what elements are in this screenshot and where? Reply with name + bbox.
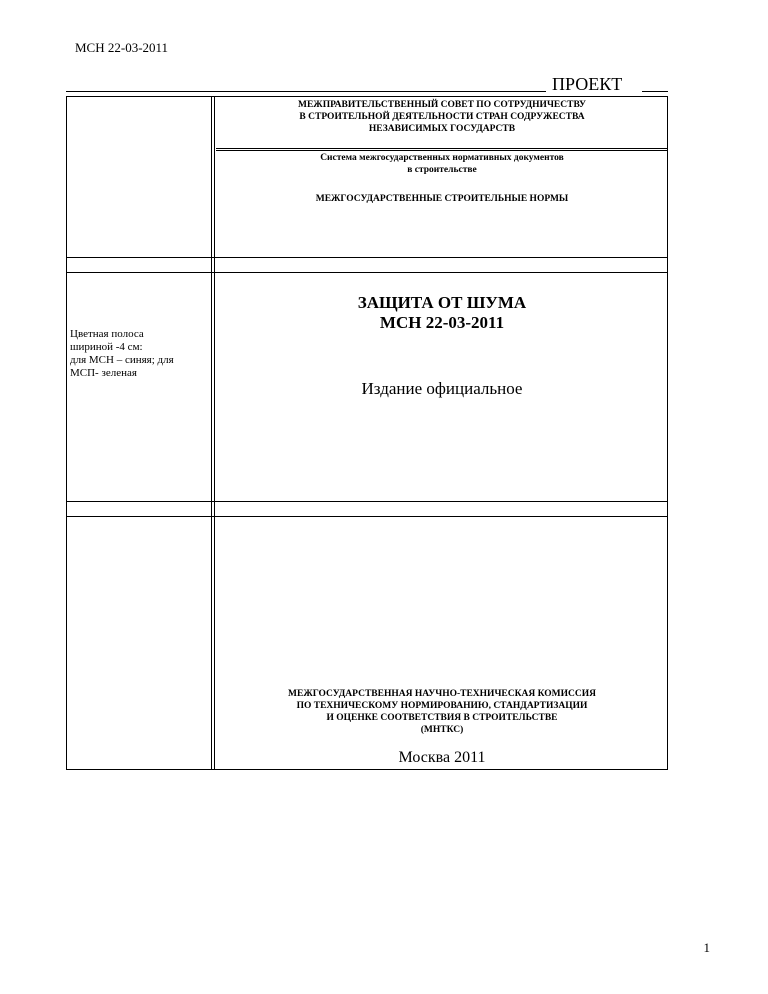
column-divider xyxy=(211,97,212,769)
running-header: МСН 22-03-2011 xyxy=(75,40,169,55)
row-divider-1 xyxy=(67,257,667,258)
system-heading xyxy=(217,152,667,176)
council-line-1: МЕЖПРАВИТЕЛЬСТВЕННЫЙ СОВЕТ ПО СОТРУДНИЧЕСТВУ xyxy=(298,100,586,110)
commission-heading xyxy=(217,688,667,736)
edition-label: Издание официальное xyxy=(361,379,523,398)
commission-line-3: И ОЦЕНКЕ СООТВЕТСТВИЯ В СТРОИТЕЛЬСТВЕ xyxy=(326,713,558,723)
page-number: 1 xyxy=(703,940,710,955)
cover-table xyxy=(66,96,668,770)
city-year: Москва 2011 xyxy=(398,749,486,766)
council-line-2: В СТРОИТЕЛЬНОЙ ДЕЯТЕЛЬНОСТИ СТРАН СОДРУЖЕСТВА xyxy=(299,112,585,122)
norms-heading: МЕЖГОСУДАРСТВЕННЫЕ СТРОИТЕЛЬНЫЕ НОРМЫ xyxy=(315,194,569,204)
side-note-line-1: Цветная полоса xyxy=(70,328,144,340)
commission-line-1: МЕЖГОСУДАРСТВЕННАЯ НАУЧНО-ТЕХНИЧЕСКАЯ КОМИССИЯ xyxy=(288,689,596,699)
draft-stamp xyxy=(66,74,668,96)
row-divider-4 xyxy=(67,516,667,517)
side-note-line-2: шириной -4 см: xyxy=(70,341,143,353)
row-divider-2 xyxy=(67,272,667,273)
row-divider-council-inner xyxy=(216,150,667,151)
system-line-2: в строительстве xyxy=(407,165,477,175)
row-divider-3 xyxy=(67,501,667,502)
council-line-3: НЕЗАВИСИМЫХ ГОСУДАРСТВ xyxy=(368,124,516,134)
draft-rule-right xyxy=(642,91,668,92)
title-code: МСН 22-03-2011 xyxy=(379,313,505,332)
row-divider-council xyxy=(216,148,667,149)
color-stripe-note xyxy=(70,328,210,380)
side-note-line-4: МСП- зеленая xyxy=(70,367,137,379)
draft-rule-left xyxy=(66,91,546,92)
document-title xyxy=(217,293,667,333)
draft-label: ПРОЕКТ xyxy=(552,74,623,94)
commission-line-2: ПО ТЕХНИЧЕСКОМУ НОРМИРОВАНИЮ, СТАНДАРТИЗАЦИИ xyxy=(296,701,588,711)
council-heading xyxy=(217,99,667,135)
system-line-1: Система межгосударственных нормативных документов xyxy=(320,153,564,163)
title-name: ЗАЩИТА ОТ ШУМА xyxy=(357,293,527,312)
side-note-line-3: для МСН – синяя; для xyxy=(70,354,174,366)
commission-line-4: (МНТКС) xyxy=(420,725,464,735)
column-divider-inner xyxy=(214,97,215,769)
